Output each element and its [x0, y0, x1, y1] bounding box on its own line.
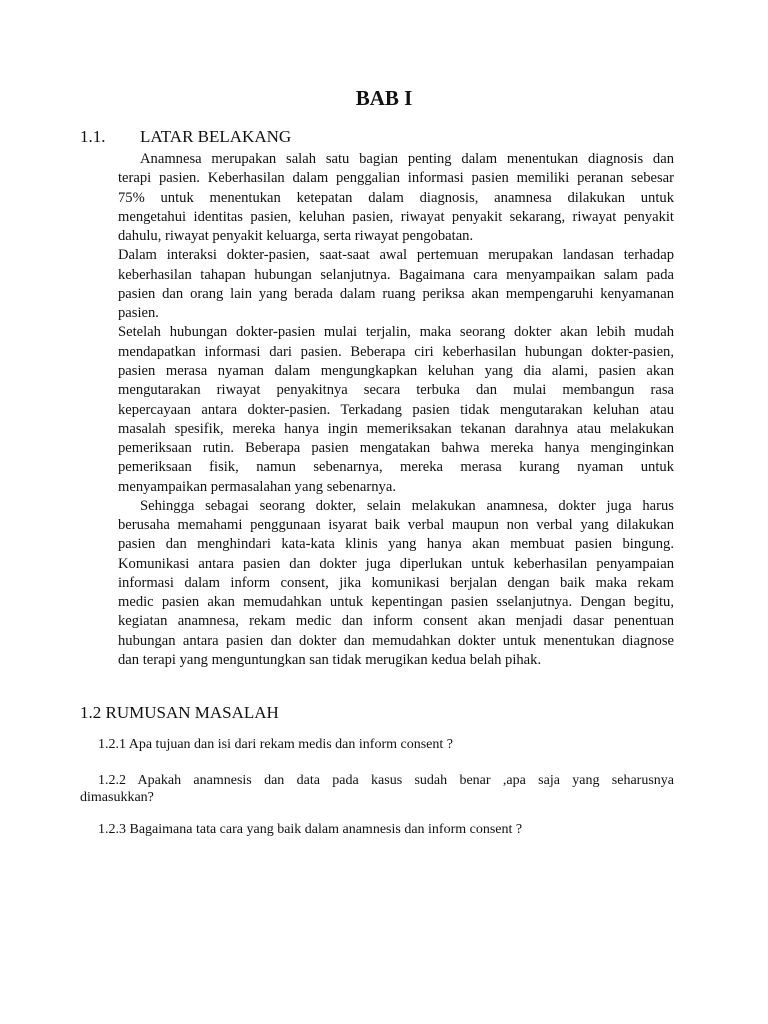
paragraph-2-line: keberhasilan tahapan hubungan selanjutnya. Bagaimana cara menyampaikan salam pada [118, 266, 674, 283]
paragraph-4-line: informasi dalam inform consent, jika komunikasi berjalan dengan baik maka rekam [118, 574, 674, 591]
paragraph-2-line: Dalam interaksi dokter-pasien, saat-saat awal pertemuan merupakan landasan terhadap [118, 247, 674, 264]
question-2-line-2: dimasukkan? [80, 790, 154, 805]
paragraph-4-line: kegiatan anamnesa, rekam medic dan inform consent akan menjadi dasar penentuan [118, 613, 674, 630]
chapter-title: BAB I [355, 86, 413, 110]
paragraph-2-line: pasien. [118, 305, 159, 322]
paragraph-3-line: pasien merasa nyaman dalam mengungkapkan keluhan yang dia alami, pasien akan [118, 362, 674, 379]
paragraph-3-line: pemeriksaan fisik, namun sebenarnya, mereka merasa kurang nyaman untuk [118, 459, 674, 476]
question-3: 1.2.3 Bagaimana tata cara yang baik dalam anamnesis dan inform consent ? [98, 822, 523, 837]
paragraph-4-line: Sehingga sebagai seorang dokter, selain melakukan anamnesa, dokter juga harus [140, 497, 674, 514]
paragraph-3-line: Setelah hubungan dokter-pasien mulai terjalin, maka seorang dokter akan lebih mudah [118, 324, 674, 341]
paragraph-4-line: Komunikasi antara pasien dan dokter juga diperlukan untuk keberhasilan penyampaian [118, 555, 674, 572]
section-heading: LATAR BELAKANG [140, 127, 292, 146]
section-number: 1.1. [80, 127, 106, 146]
paragraph-1-line: terapi pasien. Keberhasilan dalam penggalian informasi pasien memiliki peranan sebesar [118, 170, 674, 187]
paragraph-1-line: mengetahui identitas pasien, keluhan pasien, riwayat penyakit sekarang, riwayat penyakit [118, 208, 674, 225]
paragraph-1-line: Anamnesa merupakan salah satu bagian penting dalam menentukan diagnosis dan [140, 151, 674, 167]
paragraph-3-line: kepercayaan antara dokter-pasien. Terkadang pasien tidak mengutarakan keluhan atau [118, 401, 674, 418]
paragraph-3-line: mendapatkan informasi dari pasien. Beberapa ciri keberhasilan hubungan dokter-pasien, [118, 343, 674, 360]
paragraph-4-line: dan terapi yang menguntungkan san tidak merugikan kedua belah pihak. [118, 652, 542, 669]
paragraph-4-line: berusaha memahami penggunaan isyarat baik verbal maupun non verbal yang dilakukan [118, 517, 674, 534]
paragraph-4-line: hubungan antara pasien dan dokter dan memudahkan dokter untuk menentukan diagnose [118, 632, 674, 649]
paragraph-3-line: mengutarakan riwayat penyakitnya secara terbuka dan mulai membangun rasa [118, 382, 674, 399]
paragraph-3-line: masalah spesifik, mereka hanya ingin memeriksakan tekanan darahnya atau melakukan [118, 420, 674, 437]
paragraph-1-line: 75% untuk menentukan ketepatan dalam diagnosis, anamnesa dilakukan untuk [118, 189, 674, 206]
paragraph-4-line: medic pasien akan memudahkan untuk kepentingan pasien sselanjutnya. Dengan begitu, [118, 594, 674, 611]
paragraph-4-line: pasien dan menghindari kata-kata klinis yang hanya akan membuat pasien bingung. [118, 536, 674, 553]
question-1: 1.2.1 Apa tujuan dan isi dari rekam medis dan inform consent ? [98, 737, 453, 752]
paragraph-2-line: pasien dan orang lain yang berada dalam ruang periksa akan mempengaruhi kenyamanan [118, 285, 674, 302]
paragraph-3-line: menyampaikan permasalahan yang sebenarnya. [118, 478, 396, 495]
paragraph-3-line: pemeriksaan rutin. Beberapa pasien mengatakan bahwa mereka hanya menginginkan [118, 440, 674, 457]
section-heading-rumusan: 1.2 RUMUSAN MASALAH [80, 703, 279, 722]
paragraph-1-line: dahulu, riwayat penyakit keluarga, serta riwayat pengobatan. [118, 228, 474, 245]
question-2-line-1: 1.2.2 Apakah anamnesis dan data pada kasus sudah benar ,apa saja yang seharusnya [98, 773, 674, 788]
